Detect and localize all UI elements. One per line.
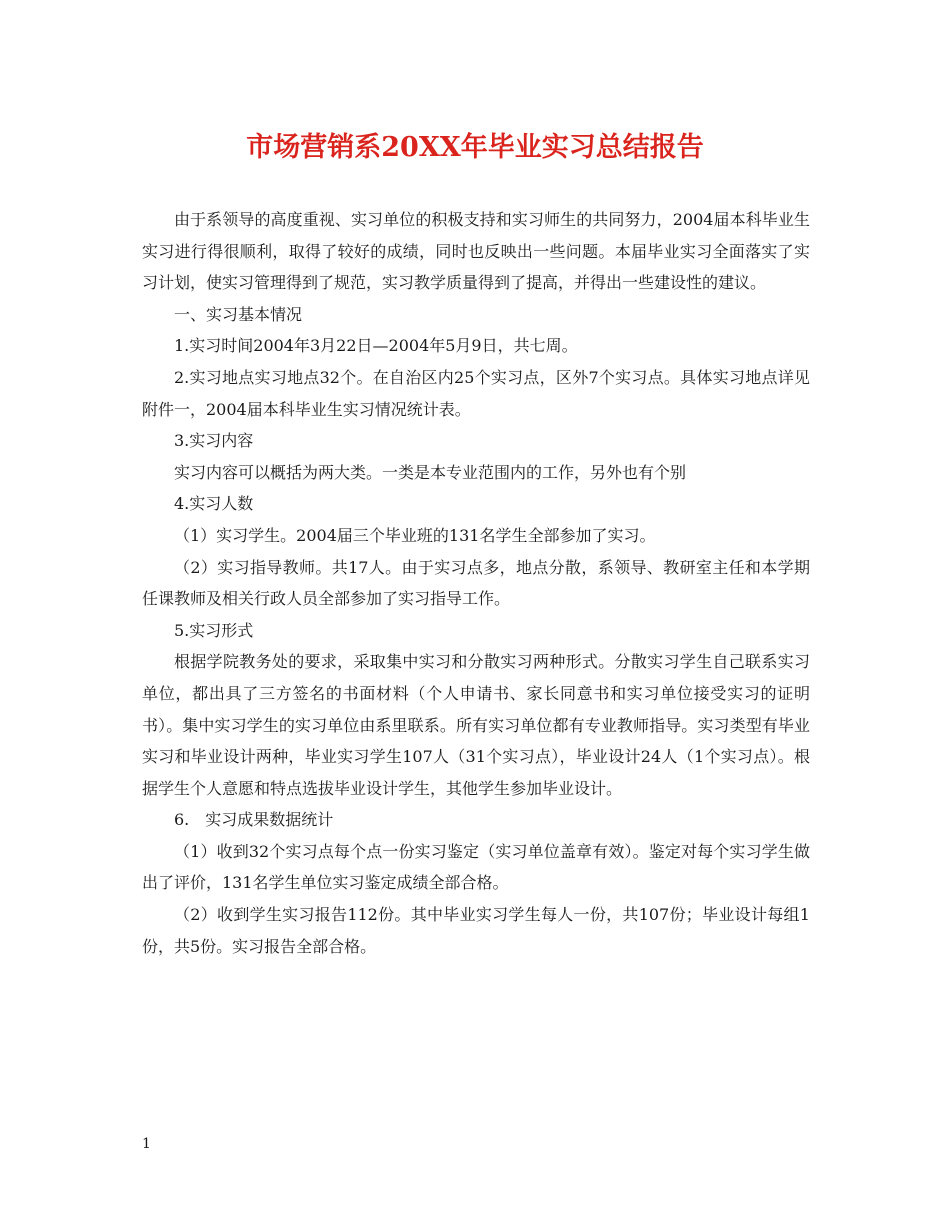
paragraph-internship-time: 1.实习时间2004年3月22日—2004年5月9日，共七周。: [174, 336, 578, 356]
paragraph-reports: （2）收到学生实习报告112份。其中毕业实习学生每人一份，共107份；毕业设计每组1份，共5份。实习报告全部合格。: [142, 905, 810, 956]
paragraph-intro: 由于系领导的高度重视、实习单位的积极支持和实习师生的共同努力，2004届本科毕业生实习进行得很顺利，取得了较好的成绩，同时也反映出一些问题。本届毕业实习全面落实了实习计划，使实习管理得到了规范，实习教学质量得到了提高，并得出一些建设性的建议。: [142, 210, 810, 293]
document-body: [142, 204, 810, 962]
subheading-internship-content: 3.实习内容: [174, 431, 254, 451]
subheading-internship-form: 5.实习形式: [174, 620, 254, 640]
paragraph-internship-content: 实习内容可以概括为两大类。一类是本专业范围内的工作，另外也有个别: [174, 462, 687, 482]
paragraph-students: （1）实习学生。2004届三个毕业班的131名学生全部参加了实习。: [174, 525, 656, 545]
document-title: 市场营销系20XX年毕业实习总结报告: [246, 132, 704, 163]
page-number: 1: [142, 1136, 151, 1152]
paragraph-appraisals: （1）收到32个实习点每个点一份实习鉴定（实习单位盖章有效）。鉴定对每个实习学生做出了评价，131名学生单位实习鉴定成绩全部合格。: [142, 841, 810, 893]
subheading-results-statistics: 6. 实习成果数据统计: [174, 810, 334, 830]
paragraph-internship-form: 根据学院教务处的要求，采取集中实习和分散实习两种形式。分散实习学生自己联系实习单位，都出具了三方签名的书面材料（个人申请书、家长同意书和实习单位接受实习的证明书）。集中实习学生的实习单位由系里联系。所有实习单位都有专业教师指导。实习类型有毕业实习和毕业设计两种，毕业实习学生107人（31个实习点），毕业设计24人（1个实习点）。根据学生个人意愿和特点选拔毕业设计学生，其他学生参加毕业设计。: [142, 652, 810, 798]
paragraph-internship-location: 2.实习地点实习地点32个。在自治区内25个实习点，区外7个实习点。具体实习地点详见附件一，2004届本科毕业生实习情况统计表。: [142, 367, 810, 419]
section-heading-basic-info: 一、实习基本情况: [174, 304, 303, 324]
paragraph-teachers: （2）实习指导教师。共17人。由于实习点多，地点分散，系领导、教研室主任和本学期任课教师及相关行政人员全部参加了实习指导工作。: [142, 557, 810, 609]
subheading-internship-count: 4.实习人数: [174, 494, 254, 514]
